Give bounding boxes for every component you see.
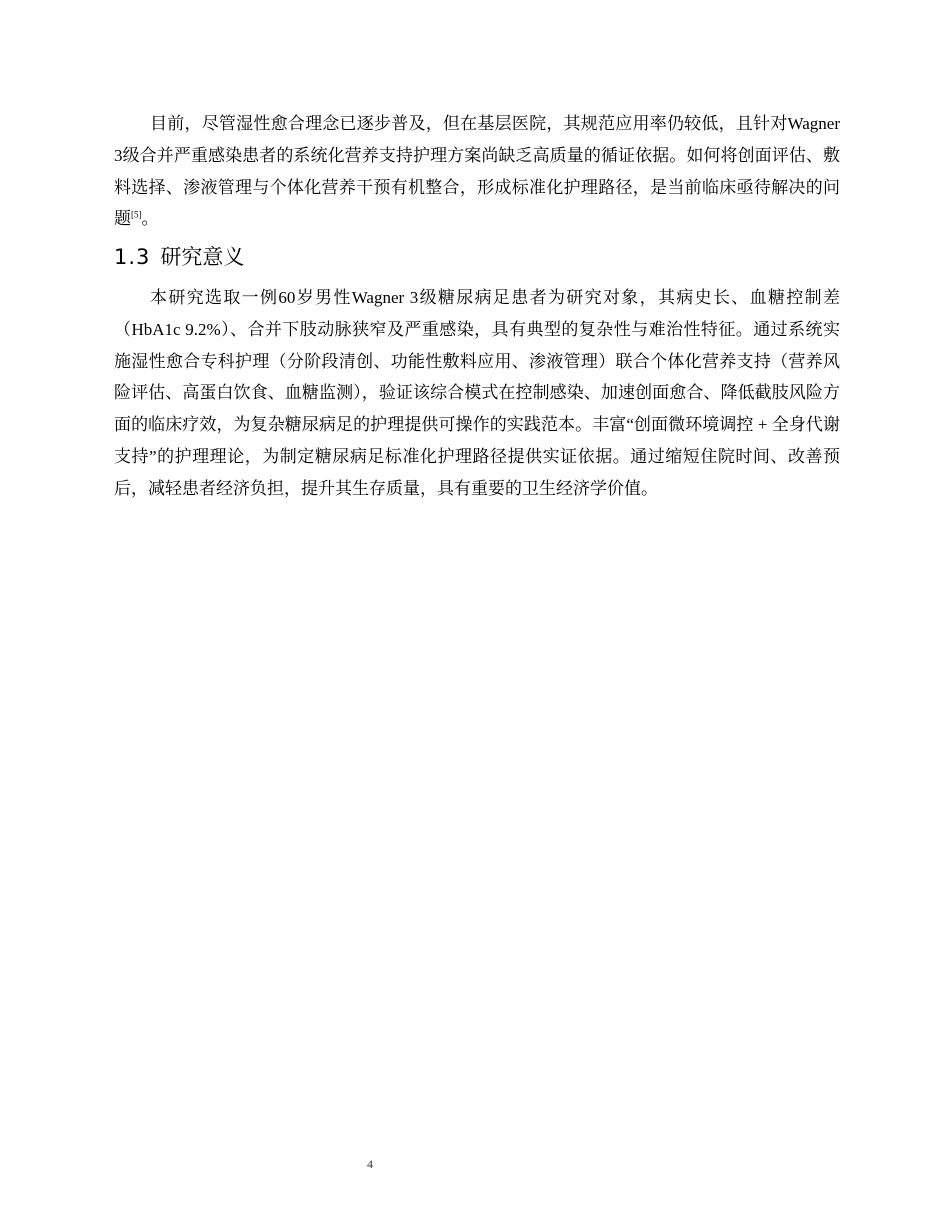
page-number: 4	[367, 1157, 373, 1171]
section-number: 1.3	[114, 245, 151, 269]
paragraph-background-end: 。	[141, 209, 159, 229]
section-heading	[114, 242, 244, 272]
paragraph-background-text: 目前，尽管湿性愈合理念已逐步普及，但在基层医院，其规范应用率仍较低，且针对Wagner 3级合并严重感染患者的系统化营养支持护理方案尚缺乏高质量的循证依据。如何将创面评估、敷料选择、渗液管理与个体化营养干预有机整合，形成标准化护理路径，是当前临床亟待解决的问题	[114, 114, 840, 229]
paragraph-background	[114, 108, 840, 235]
section-title: 研究意义	[160, 245, 245, 269]
paragraph-significance: 本研究选取一例60岁男性Wagner 3级糖尿病足患者为研究对象，其病史长、血糖控制差（HbA1c 9.2%）、合并下肢动脉狭窄及严重感染，具有典型的复杂性与难治性特征。通过系统实施湿性愈合专科护理（分阶段清创、功能性敷料应用、渗液管理）联合个体化营养支持（营养风险评估、高蛋白饮食、血糖监测），验证该综合模式在控制感染、加速创面愈合、降低截肢风险方面的临床疗效，为复杂糖尿病足的护理提供可操作的实践范本。丰富“创面微环境调控 + 全身代谢支持”的护理理论，为制定糖尿病足标准化护理路径提供实证依据。通过缩短住院时间、改善预后，减轻患者经济负担，提升其生存质量，具有重要的卫生经济学价值。	[114, 288, 840, 498]
citation-reference: [5]	[131, 209, 142, 220]
